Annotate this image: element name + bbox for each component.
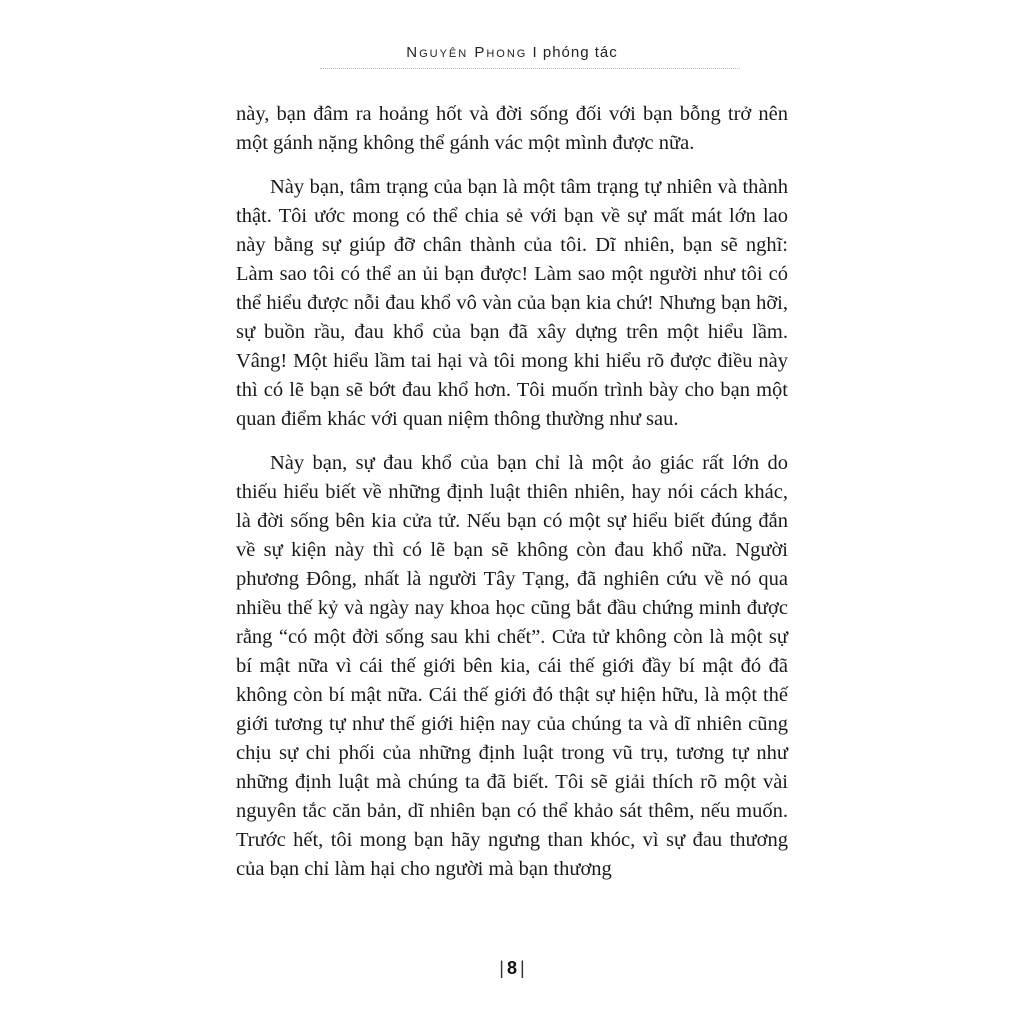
header-author: Nguyên Phong — [406, 44, 528, 61]
page-number — [0, 958, 1024, 979]
page-number-value: 8 — [506, 958, 517, 978]
header-separator: I — [532, 44, 538, 61]
running-header — [0, 44, 1024, 61]
paragraph-1: này, bạn đâm ra hoảng hốt và đời sống đối với bạn bỗng trở nên một gánh nặng không thể gánh vác một mình được nữa. — [236, 103, 788, 154]
paragraph-3: Này bạn, sự đau khổ của bạn chỉ là một ảo giác rất lớn do thiếu hiểu biết về những định luật thiên nhiên, hay nói cách khác, là đời sống bên kia cửa tử. Nếu bạn có một sự hiểu biết đúng đắn về sự kiện này thì có lẽ bạn sẽ không còn đau khổ nữa. Người phương Đông, nhất là người Tây Tạng, đã nghiên cứu về nó qua nhiều thế kỷ và ngày nay khoa học cũng bắt đầu chứng minh được rằng “có một đời sống sau khi chết”. Cửa tử không còn là một sự bí mật nữa vì cái thế giới bên kia, cái thế giới đầy bí mật đó đã không còn bí mật nữa. Cái thế giới đó thật sự hiện hữu, là một thế giới tương tự như thế giới hiện nay của chúng ta và dĩ nhiên cũng chịu sự chi phối của những định luật trong vũ trụ, tương tự như những định luật mà chúng ta đã biết. Tôi sẽ giải thích rõ một vài nguyên tắc căn bản, dĩ nhiên bạn có thể khảo sát thêm, nếu muốn. Trước hết, tôi mong bạn hãy ngưng than khóc, vì sự đau thương của bạn chỉ làm hại cho người mà bạn thương — [236, 452, 788, 880]
header-role: phóng tác — [542, 44, 618, 61]
page-number-bar-right: | — [520, 958, 525, 978]
page-number-bar-left: | — [499, 958, 504, 978]
body-text — [236, 100, 788, 899]
header-rule — [320, 68, 740, 69]
paragraph-2: Này bạn, tâm trạng của bạn là một tâm trạng tự nhiên và thành thật. Tôi ước mong có thể chia sẻ với bạn về sự mất mát lớn lao này bằng sự giúp đỡ chân thành của tôi. Dĩ nhiên, bạn sẽ nghĩ: Làm sao tôi có thể an ủi bạn được! Làm sao một người như tôi có thể hiểu được nỗi đau khổ vô vàn của bạn kia chứ! Nhưng bạn hỡi, sự buồn rầu, đau khổ của bạn đã xây dựng trên một hiểu lầm. Vâng! Một hiểu lầm tai hại và tôi mong khi hiểu rõ được điều này thì có lẽ bạn sẽ bớt đau khổ hơn. Tôi muốn trình bày cho bạn một quan điểm khác với quan niệm thông thường như sau. — [236, 176, 788, 430]
